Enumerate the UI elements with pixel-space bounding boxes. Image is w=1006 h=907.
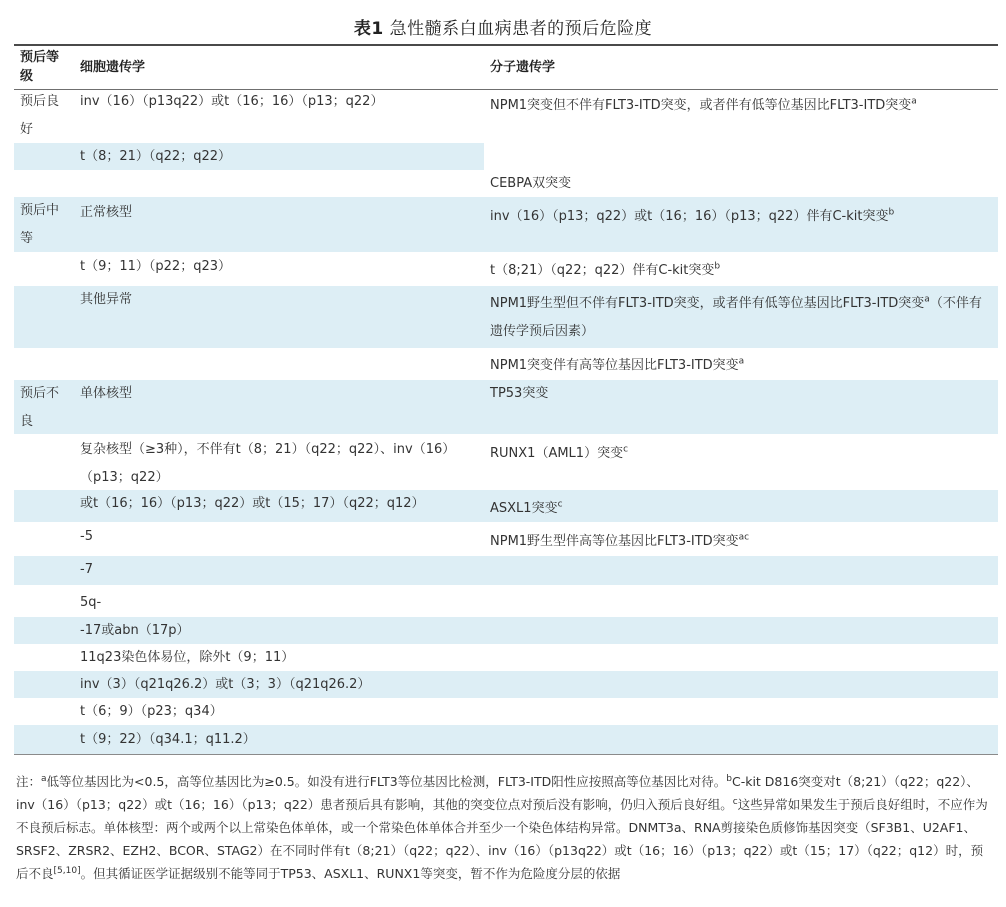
table-title: [0, 14, 1006, 39]
cyto-item: 正常核型: [80, 205, 133, 220]
mol-item: NPM1野生型但不伴有FLT3-ITD突变，或者伴有低等位基因比FLT3-ITD突变$^a$（不伴有遗传学预后因素）: [490, 294, 982, 339]
row-band: [14, 556, 998, 585]
cyto-item: 5q-: [80, 595, 102, 610]
cyto-item: 或t（16；16）（p13；q22）或t（15；17）（q22；q12）: [80, 496, 425, 511]
mol-item: NPM1野生型伴高等位基因比FLT3-ITD突变$^{ac}$: [490, 532, 750, 549]
header-grade: 预后等级: [20, 50, 60, 84]
cyto-item: t（8；21）（q22；q22）: [80, 149, 231, 164]
header-molecular: 分子遗传学: [490, 60, 556, 75]
cyto-item: inv（16）（p13q22）或t（16；16）（p13；q22）: [80, 94, 384, 109]
mol-item: CEBPA双突变: [490, 176, 572, 191]
table-bottom-rule: [14, 754, 998, 755]
mol-item: RUNX1（AML1）突变$^c$: [490, 444, 629, 461]
mol-item: NPM1突变伴有高等位基因比FLT3-ITD突变$^a$: [490, 356, 745, 373]
grade-favorable: 预后良好: [20, 94, 60, 137]
cyto-item: 其他异常: [80, 292, 133, 307]
mol-item: NPM1突变但不伴有FLT3-ITD突变，或者伴有低等位基因比FLT3-ITD突变$^a$: [490, 96, 917, 113]
cyto-item: t（6；9）（p23；q34）: [80, 704, 223, 719]
header-cytogenetics: 细胞遗传学: [80, 60, 146, 75]
mol-item: inv（16）（p13；q22）或t（16；16）（p13；q22）伴有C-kit突变$^b$: [490, 207, 895, 224]
table-number: 表1: [353, 19, 384, 39]
grade-adverse: 预后不良: [20, 386, 60, 429]
mol-item: TP53突变: [490, 386, 549, 401]
cyto-item: 单体核型: [80, 386, 133, 401]
mol-item: ASXL1突变$^c$: [490, 499, 563, 516]
cyto-item: -7: [80, 562, 93, 577]
cyto-item: 11q23染色体易位，除外t（9；11）: [80, 650, 295, 665]
grade-intermediate: 预后中等: [20, 203, 60, 246]
cyto-item: -17或abn（17p）: [80, 623, 190, 638]
cyto-item: -5: [80, 529, 93, 544]
cyto-item: 复杂核型（≥3种），不伴有t（8；21）（q22；q22）、inv（16）（p13；q22）: [80, 442, 456, 485]
cyto-item: t（9；22）（q34.1；q11.2）: [80, 732, 256, 747]
table-footnote: 注：$^a$低等位基因比为<0.5，高等位基因比为≥0.5。如没有进行FLT3等位基因比检测，FLT3-ITD阳性应按照高等位基因比对待。$^b$C-kit D816突变对t（8;21）（q22；q22）、inv（16）（p13；q22）或t（16；16）（p13；q22）患者预后具有影响，其他的突变位点对预后没有影响，仍归入预后良好组。$^c$这些异常如果发生于预后良好组时，不应作为不良预后标志。单体核型：两个或两个以上常染色体单体，或一个常染色体单体合并至少一个染色体结构异常。DNMT3a、RNA剪接染色质修饰基因突变（SF3B1、U2AF1、SRSF2、ZRSR2、EZH2、BCOR、STAG2）在不同时伴有t（8;21）（q22；q22）、inv（16）（p13q22）或t（16；16）（p13；q22）或t（15；17）（q22；q12）时，预后不良[5,10]。但其循证医学证据级别不能等同于TP53、ASXL1、RUNX1等突变，暂不作为危险度分层的依据: [16, 773, 988, 881]
table-title-text: 急性髓系白血病患者的预后危险度: [389, 19, 653, 39]
table-top-rule: [14, 44, 998, 46]
cyto-item: inv（3）（q21q26.2）或t（3；3）（q21q26.2）: [80, 677, 371, 692]
cyto-item: t（9；11）（p22；q23）: [80, 259, 231, 274]
mol-item: t（8;21）（q22；q22）伴有C-kit突变$^b$: [490, 261, 721, 278]
